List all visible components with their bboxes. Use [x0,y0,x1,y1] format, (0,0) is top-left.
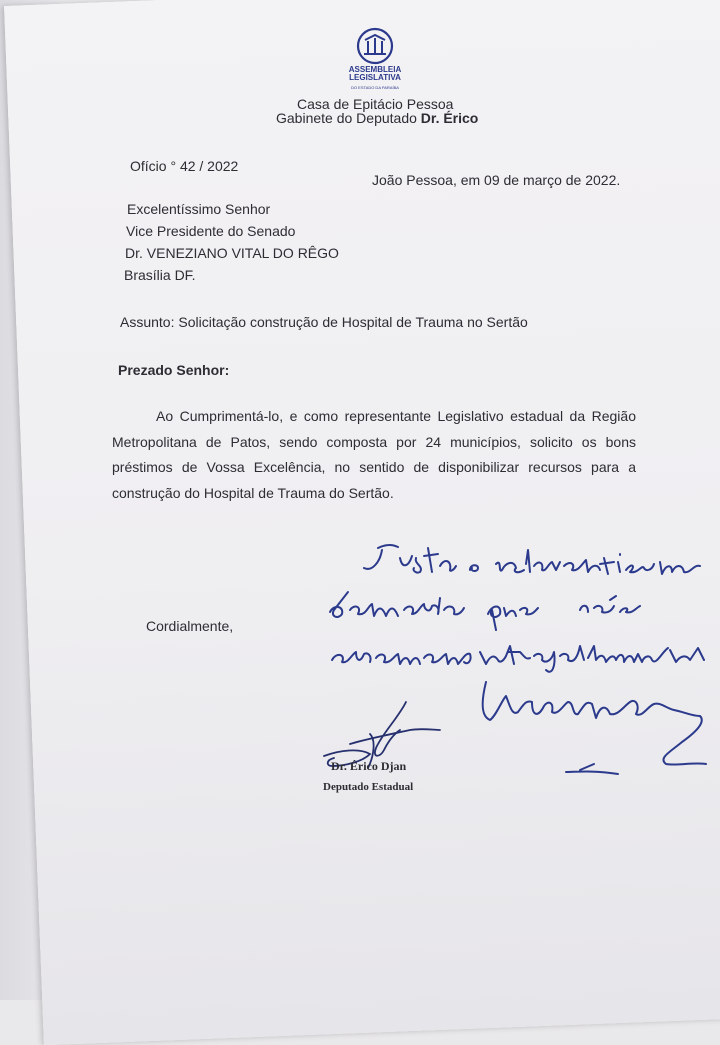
signature-title: Deputado Estadual [323,781,414,793]
body-text: Ao Cumprimentá-lo, e como representante Legislativo estadual da Região Metropolitana de Patos, sendo composta por 24 municípios, solicito os bons préstimos de Vossa Excelência, no sentido de disponibilizar recursos para a construção do Hospital de Trauma do Sertão. [112,408,636,501]
reference-number: Ofício ° 42 / 2022 [130,158,239,174]
body-paragraph [112,404,636,506]
recipient-line-3: Dr. VENEZIANO VITAL DO RÊGO [125,245,339,261]
letterhead-line-2 [276,110,478,126]
closing: Cordialmente, [146,618,234,634]
letterhead-office-label: Gabinete do Deputado [276,110,417,126]
emblem-subtext: DO ESTADO DA PARAÍBA [351,85,399,90]
letterhead-line-1: Casa de Epitácio Pessoa [297,96,454,112]
subject-line: Assunto: Solicitação construção de Hospital de Trauma no Sertão [120,314,528,330]
recipient-line-1: Excelentíssimo Senhor [127,201,271,217]
letterhead-deputy-name: Dr. Érico [420,110,479,126]
place-date: João Pessoa, em 09 de março de 2022. [372,172,621,188]
recipient-line-4: Brasília DF. [124,267,196,283]
assembly-emblem-icon [354,26,396,66]
signature-name: Dr. Érico Djan [331,759,407,773]
emblem-text: ASSEMBLEIA LEGISLATIVA [348,65,402,82]
recipient-line-2: Vice Presidente do Senado [126,223,296,239]
salutation: Prezado Senhor: [118,362,230,378]
